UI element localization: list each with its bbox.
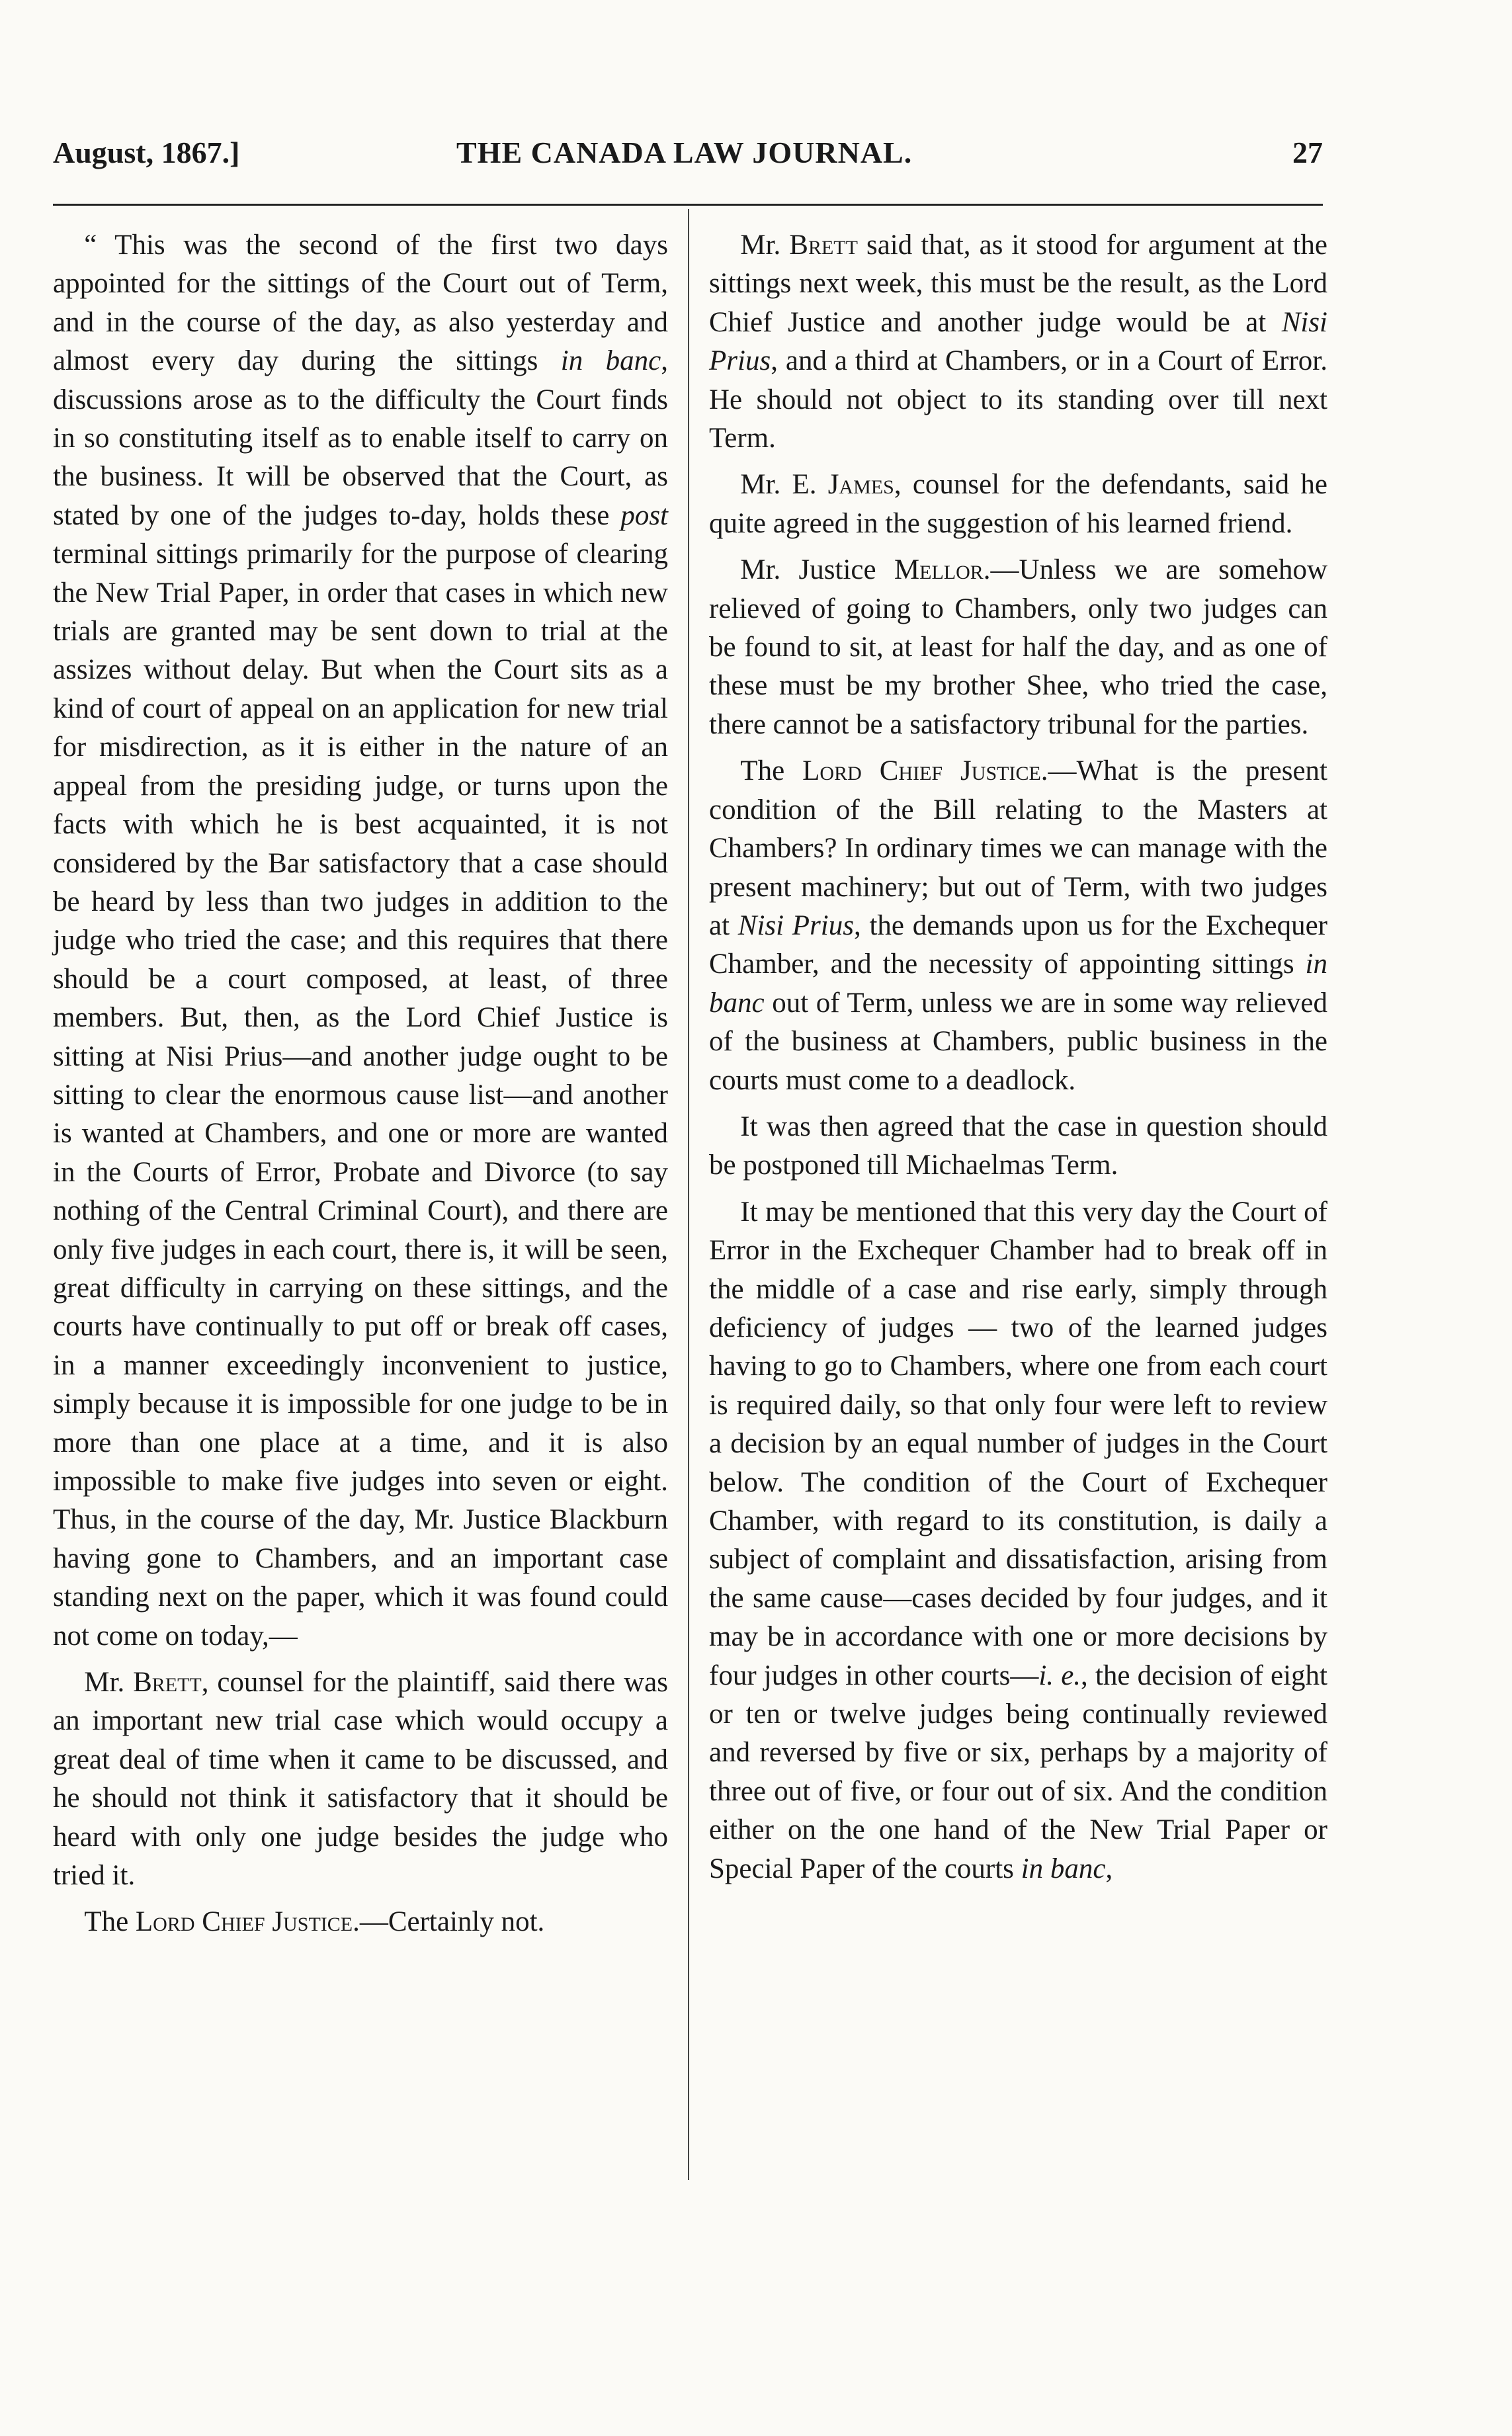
text-span: The (740, 755, 803, 787)
text-span: , the demands upon us for the Exchequer Chamber, and the necessity of appointing sittings (709, 909, 1327, 980)
text-span: The (84, 1906, 136, 1938)
text-span: Mr. Justice (740, 554, 894, 586)
lord-chief-justice-paragraph (709, 752, 1327, 1100)
italic-phrase: post (620, 499, 668, 531)
speaker-name: Brett (789, 230, 858, 261)
left-column (53, 226, 668, 1942)
speaker-name: Lord Chief Justice (135, 1906, 353, 1938)
italic-phrase: in banc (709, 948, 1327, 1019)
text-span: , counsel for the plaintiff, said there was an important new trial case which would occupy a great deal of time when it came to be discussed, and he should not think it satisfactory that it should be heard with only one judge besides the judge who tried it. (53, 1667, 668, 1892)
text-span: , discussions arose as to the difficulty the Court finds in so constituting itself as to enable itself to carry on the business. It will be observed that the Court, as stated by one of the judges to-day, holds these (53, 345, 668, 531)
italic-phrase: in banc (560, 345, 661, 377)
speaker-name: Lord Chief Justice (802, 755, 1041, 787)
text-span: , and a third at Chambers, or in a Court of Error. He should not object to its standing over till next Term. (709, 345, 1327, 454)
italic-phrase: in banc (1021, 1853, 1106, 1884)
text-span: out of Term, unless we are in some way relieved of the business at Chambers, public business in the courts must come to a deadlock. (709, 987, 1327, 1096)
brett-statement-paragraph (53, 1663, 668, 1895)
text-span: terminal sittings primarily for the purpose of clearing the New Trial Paper, in order that cases in which new trials are granted may be sent down to trial at the assizes without delay. But when the Court sits as a kind of court of appeal on an application for new trial for misdirection, as it is either in the nature of an appeal from the presiding judge, or turns upon the facts with which he is best acquainted, it is not considered by the Bar satisfactory that a case should be heard by less than two judges in addition to the judge who tried the case; and this requires that there should be a court composed, at least, of three members. But, then, as the Lord Chief Justice is sitting at Nisi Prius—and another judge ought to be sitting to clear the enormous cause list—and another is wanted at Chambers, and one or more are wanted in the Courts of Error, Probate and Divorce (to say nothing of the Central Criminal Court), and there are only five judges in each court, there is, it will be seen, great difficulty in carrying on these sittings, and the courts have continually to put off or break off cases, in a manner exceedingly inconvenient to justice, simply because it is impossible for one judge to be in more than one place at a time, and it is also impossible to make five judges into seven or eight. Thus, in the course of the day, Mr. Justice Blackburn having gone to Chambers, and an important case standing next on the paper, which it was found could not come on today,— (53, 538, 668, 1652)
text-span: , (1105, 1853, 1113, 1884)
speaker-name: Brett (133, 1667, 202, 1699)
text-span: , the decision of eight or ten or twelve judges being continually reviewed and reversed by five or six, perhaps by a majority of three out of five, or four out of six. And the condition either on the one hand of the New Trial Paper or Special Paper of the courts (709, 1659, 1327, 1884)
brett-argument-paragraph (709, 226, 1327, 458)
column-divider (688, 209, 689, 2180)
text-span: .—What is the present condition of the Bill relating to the Masters at Chambers? In ordinary times we can manage with the present machinery; but out of Term, with two judges at (709, 755, 1327, 941)
italic-phrase: i. e. (1038, 1659, 1081, 1691)
text-span: Mr. (84, 1667, 134, 1699)
running-header (53, 130, 1323, 176)
lord-chief-justice-reply (53, 1903, 668, 1941)
agreement-paragraph: It was then agreed that the case in question should be postponed till Michaelmas Term. (709, 1111, 1327, 1181)
text-span: .—Unless we are somehow relieved of going to Chambers, only two judges can be found to sit, at least for half the day, and as one of these must be my brother Shee, who tried the case, there cannot be a satisfactory tribunal for the parties. (709, 554, 1327, 740)
james-paragraph (709, 466, 1327, 543)
italic-phrase: Nisi Prius (737, 909, 854, 941)
italic-phrase: Nisi Prius (709, 306, 1327, 377)
issue-date: August, 1867.] (53, 136, 240, 169)
text-span: Mr. (740, 230, 790, 261)
exchequer-chamber-paragraph (709, 1193, 1327, 1888)
text-span: It may be mentioned that this very day the Court of Error in the Exchequer Chamber had to break off in the middle of a case and rise early, simply through deficiency of judges — two of the learned judges having to go to Chambers, where one from each court is required daily, so that only four were left to review a decision by an equal number of judges in the Court below. The condition of the Court of Exchequer Chamber, with regard to its constitution, is daily a subject of complaint and dissatisfaction, arising from the same cause—cases decided by four judges, and it may be in accordance with one or more decisions by four judges in other courts— (709, 1196, 1327, 1691)
journal-title: THE CANADA LAW JOURNAL. (456, 136, 913, 169)
text-span: “ This was the second of the first two days appointed for the sittings of the Court out of Term, and in the course of the day, as also yesterday and almost every day during the sittings (53, 230, 668, 377)
speaker-name: James (827, 469, 894, 501)
mellor-paragraph (709, 551, 1327, 744)
page-number: 27 (1292, 136, 1323, 169)
right-column (709, 226, 1327, 1888)
text-span: Mr. E. (740, 469, 828, 501)
text-span: .—Certainly not. (353, 1906, 545, 1938)
text-span: , counsel for the defendants, said he quite agreed in the suggestion of his learned friend. (709, 469, 1327, 539)
quoted-report-paragraph (53, 226, 668, 1656)
text-span: said that, as it stood for argument at the sittings next week, this must be the result, as the Lord Chief Justice and another judge would be at (709, 230, 1328, 338)
header-rule (53, 204, 1323, 206)
speaker-name: Mellor (894, 554, 984, 586)
